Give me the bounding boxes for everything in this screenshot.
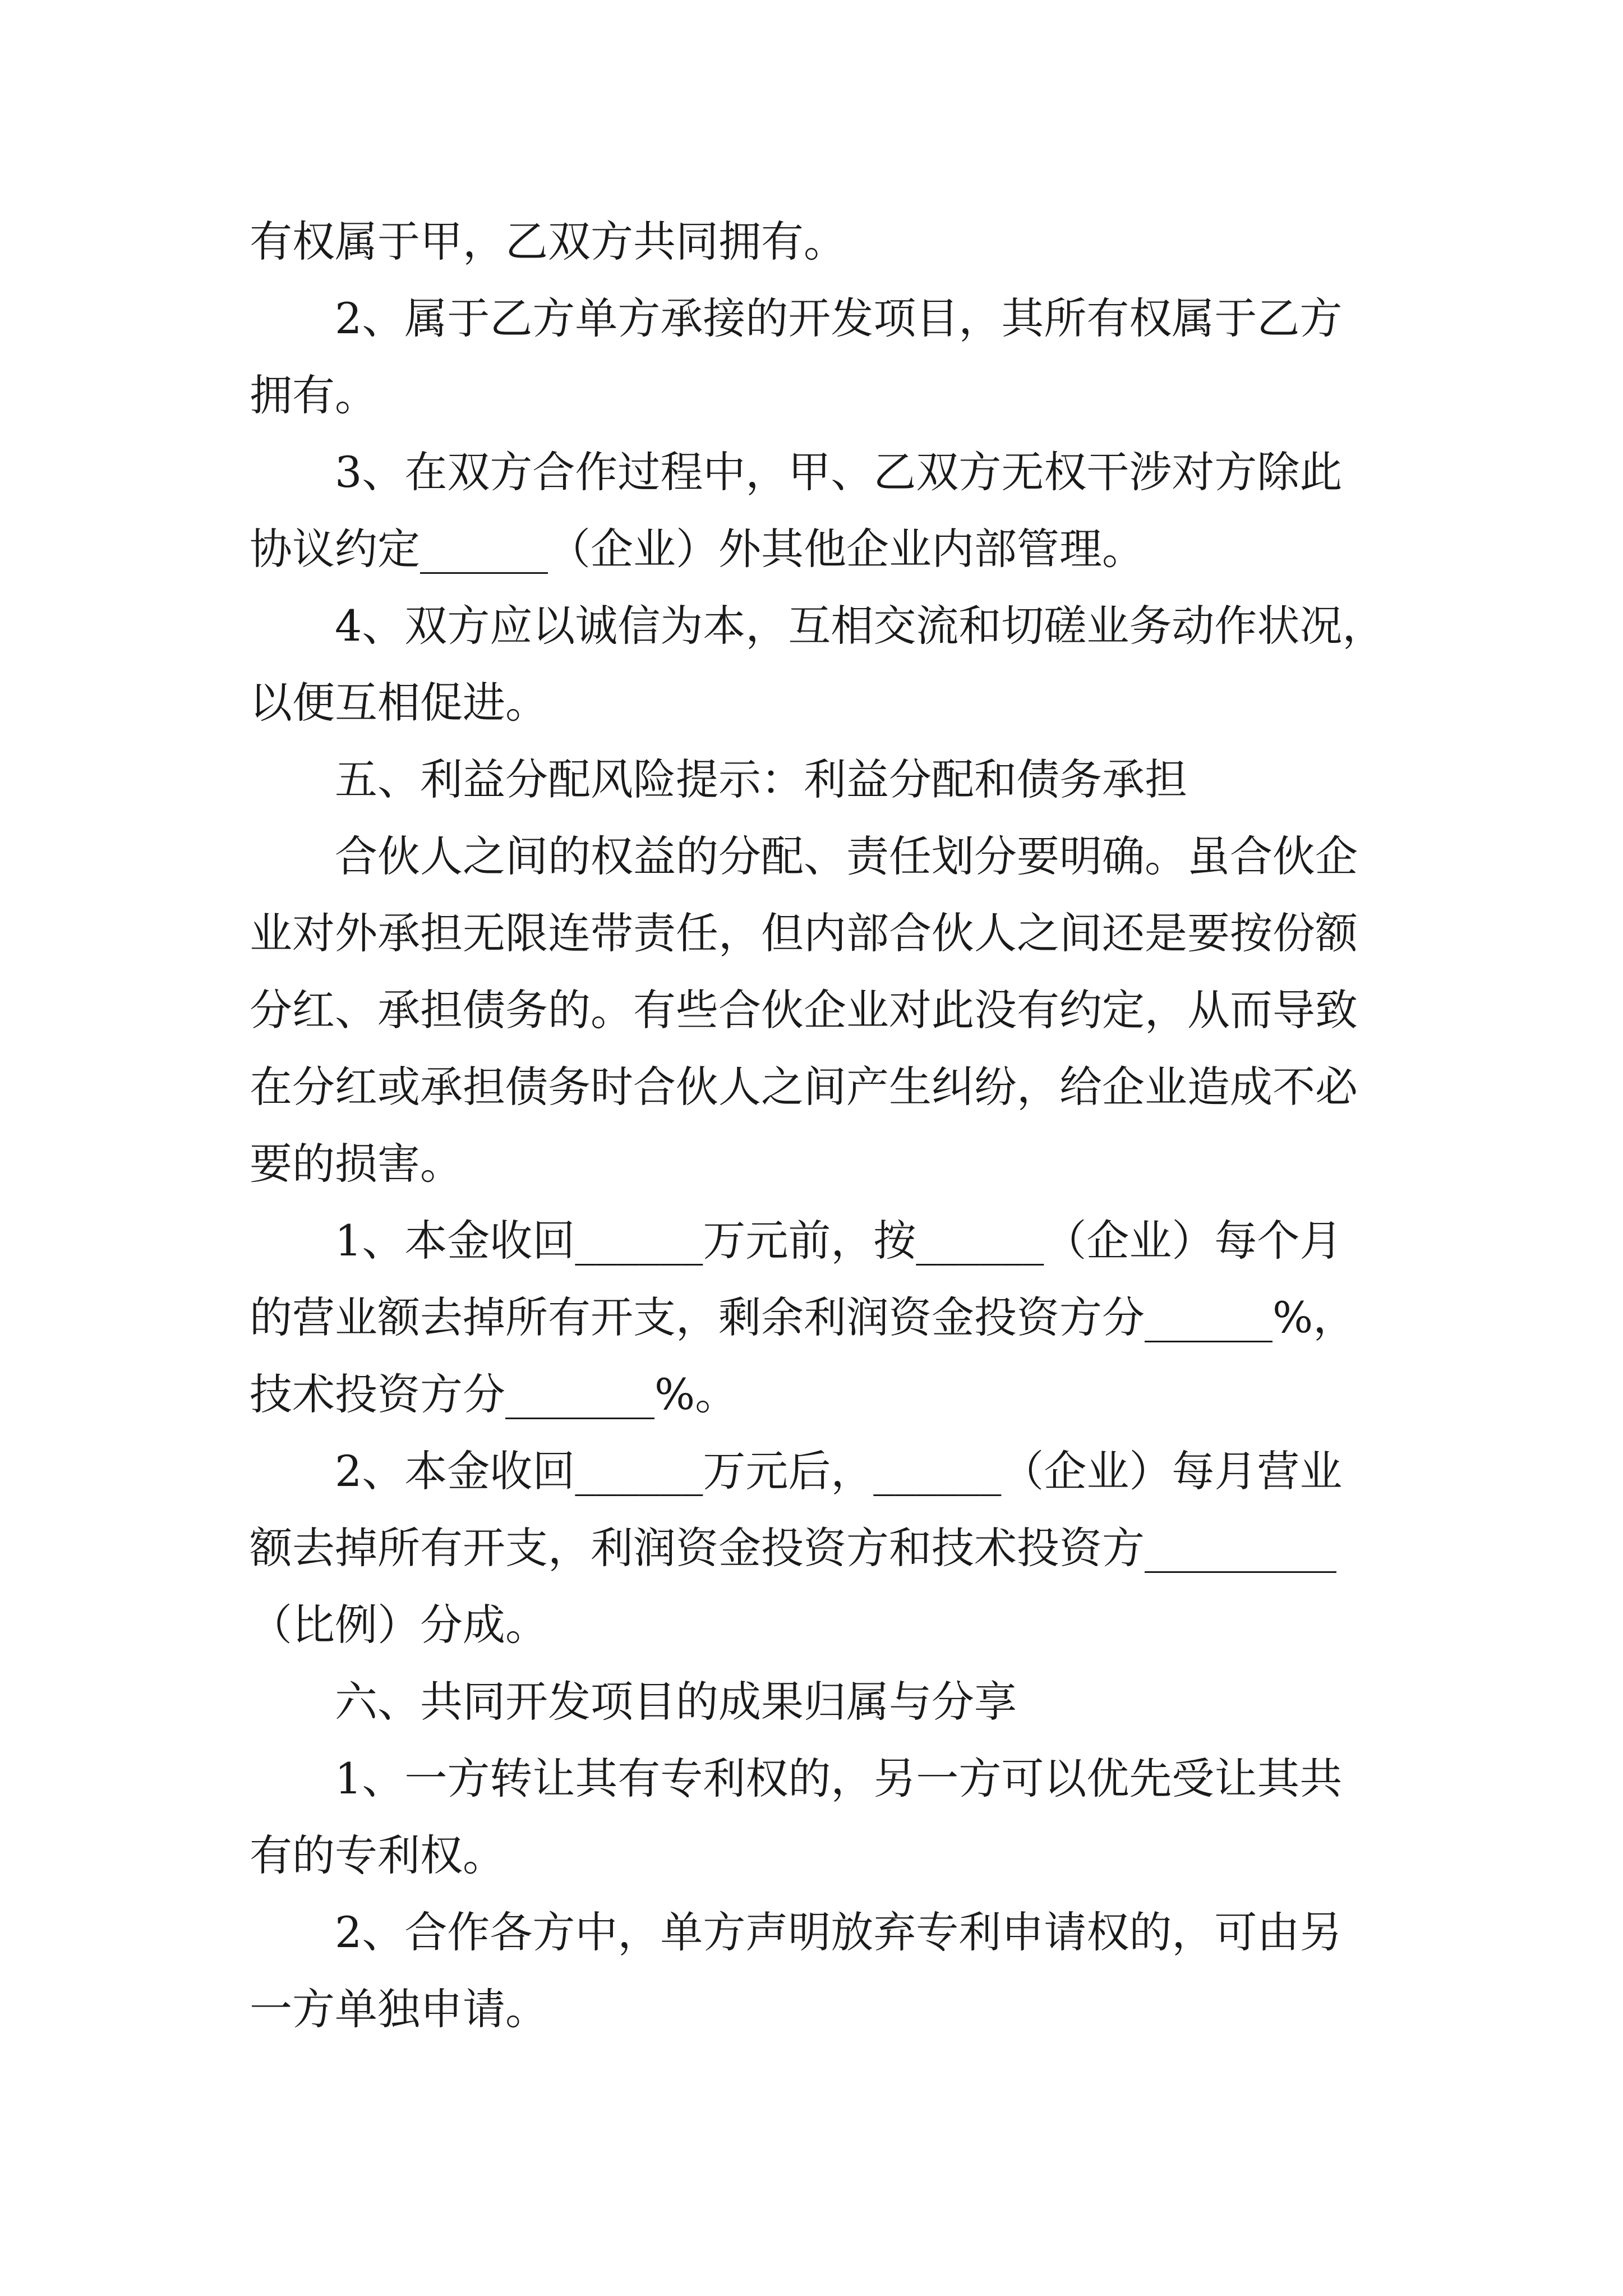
text-line: 要的损害。 [250,1139,463,1189]
text-line: 1、一方转让其有专利权的，另一方可以优先受让其共 [335,1754,1343,1803]
text-line: 技术投资方分_______%。 [250,1369,738,1419]
text-line: 额去掉所有开支，利润资金投资方和技术投资方_________ [250,1523,1336,1573]
text-line: 1、本金收回______万元前，按______（企业）每个月 [335,1216,1343,1266]
section-heading: 五、利益分配风险提示：利益分配和债务承担 [335,754,1187,804]
text-line: 3、在双方合作过程中，甲、乙双方无权干涉对方除此 [335,447,1343,497]
text-line: 有的专利权。 [250,1830,505,1880]
text-line: 以便互相促进。 [250,678,548,728]
text-line: 一方单独申请。 [250,1984,548,2034]
text-line: 2、合作各方中，单方声明放弃专利申请权的，可由另 [335,1907,1343,1957]
text-line: 2、本金收回______万元后，______（企业）每月营业 [335,1446,1343,1496]
text-line: 协议约定______（企业）外其他企业内部管理。 [250,524,1145,574]
text-line: 的营业额去掉所有开支，剩余利润资金投资方分______%， [250,1292,1356,1342]
text-line: 拥有。 [250,370,377,420]
contract-text [250,203,1388,2047]
text-line: 合伙人之间的权益的分配、责任划分要明确。虽合伙企 [335,831,1358,881]
text-line: 4、双方应以诚信为本，互相交流和切磋业务动作状况， [335,601,1385,651]
text-line: 分红、承担债务的。有些合伙企业对此没有约定，从而导致 [250,985,1358,1035]
text-line: 业对外承担无限连带责任，但内部合伙人之间还是要按份额 [250,908,1358,958]
section-heading: 六、共同开发项目的成果归属与分享 [335,1677,1017,1727]
text-line: 在分红或承担债务时合伙人之间产生纠纷，给企业造成不必 [250,1062,1358,1112]
text-line: 2、属于乙方单方承接的开发项目，其所有权属于乙方 [335,293,1343,343]
text-line: 有权属于甲，乙双方共同拥有。 [250,217,846,266]
text-line: （比例）分成。 [250,1600,548,1650]
